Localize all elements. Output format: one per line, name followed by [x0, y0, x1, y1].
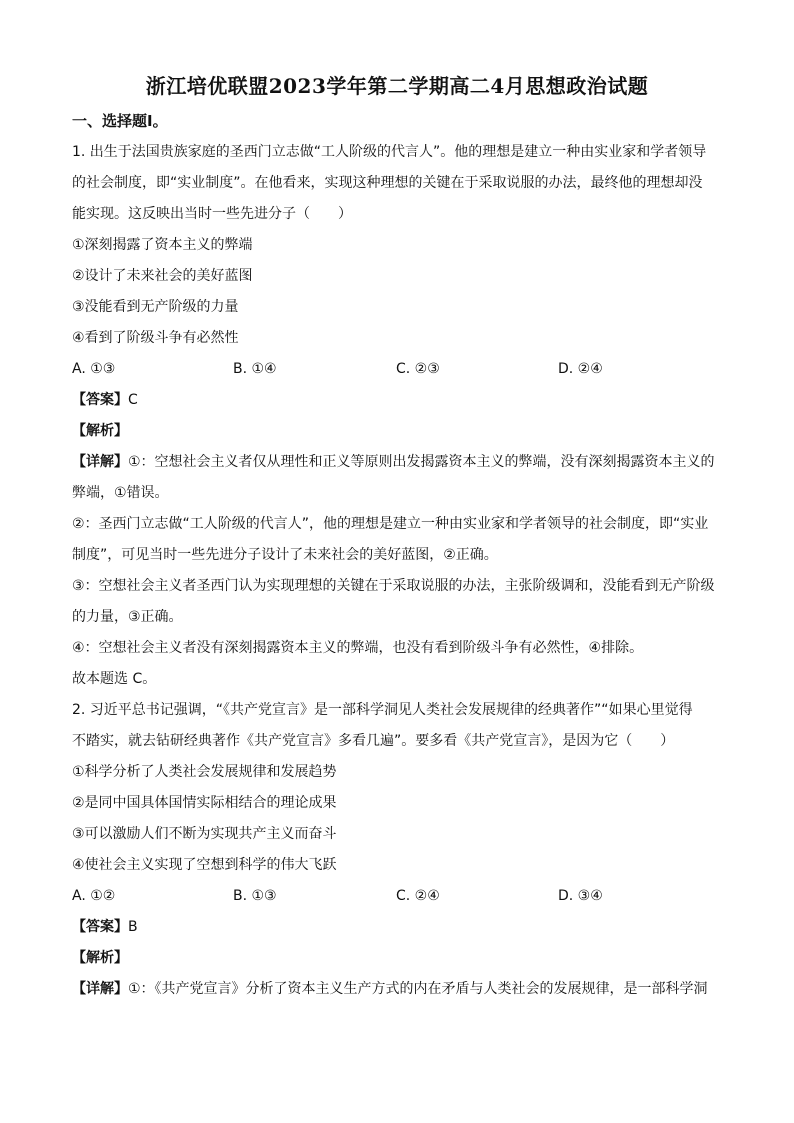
detail-tag: 【详解】	[72, 981, 128, 997]
q1-stem-line: 的社会制度，即“实业制度”。在他看来，实现这种理想的关键在于采取说服的办法，最终他的理想却没	[72, 175, 703, 191]
q2-item: ③可以激励人们不断为实现共产主义而奋斗	[72, 826, 337, 842]
q1-analysis	[72, 421, 128, 441]
answer-value: B	[128, 919, 138, 935]
detail-text: ①：《共产党宣言》分析了资本主义生产方式的内在矛盾与人类社会的发展规律，是一部科学洞	[128, 981, 708, 997]
q1-detail-line: ③：空想社会主义者圣西门认为实现理想的关键在于采取说服的办法，主张阶级调和，没能看到无产阶级	[72, 578, 715, 594]
detail-text: ①：空想社会主义者仅从理性和正义等原则出发揭露资本主义的弊端，没有深刻揭露资本主义的	[128, 454, 715, 470]
q2-answer	[72, 917, 138, 937]
q1-conclusion: 故本题选 C。	[72, 671, 157, 687]
q2-option-a: A. ①②	[72, 888, 116, 904]
q1-option-d: D. ②④	[558, 361, 603, 377]
q2-analysis	[72, 948, 128, 968]
q2-item: ①科学分析了人类社会发展规律和发展趋势	[72, 764, 337, 780]
q1-detail-line: ②：圣西门立志做“工人阶级的代言人”，他的理想是建立一种由实业家和学者领导的社会制度，即“实业	[72, 516, 709, 532]
q1-option-a: A. ①③	[72, 361, 116, 377]
analysis-tag: 【解析】	[72, 950, 128, 966]
q1-detail-line: 的力量，③正确。	[72, 609, 183, 625]
q2-option-c: C. ②④	[396, 888, 440, 904]
q2-stem-line: 不踏实，就去钻研经典著作《共产党宣言》多看几遍”。要多看《共产党宣言》，是因为它（ ）	[72, 733, 675, 749]
q1-options	[72, 359, 732, 379]
q1-detail-line: 弊端，①错误。	[72, 485, 169, 501]
q1-detail-line	[72, 452, 715, 472]
q1-option-c: C. ②③	[396, 361, 440, 377]
q2-item: ④使社会主义实现了空想到科学的伟大飞跃	[72, 857, 337, 873]
q2-option-b: B. ①③	[233, 888, 277, 904]
q1-detail-line: 制度”，可见当时一些先进分子设计了未来社会的美好蓝图，②正确。	[72, 547, 498, 563]
q1-stem-line: 能实现。这反映出当时一些先进分子（ ）	[72, 206, 352, 222]
q1-detail-line: ④：空想社会主义者没有深刻揭露资本主义的弊端，也没有看到阶级斗争有必然性，④排除。	[72, 640, 644, 656]
section-heading: 一、选择题Ⅰ。	[72, 112, 168, 130]
answer-tag: 【答案】	[72, 392, 128, 408]
q1-item: ④看到了阶级斗争有必然性	[72, 330, 239, 346]
q2-option-d: D. ③④	[558, 888, 603, 904]
q1-item: ③没能看到无产阶级的力量	[72, 299, 239, 315]
q1-stem-line: 1. 出生于法国贵族家庭的圣西门立志做“工人阶级的代言人”。他的理想是建立一种由实业家和学者领导	[72, 144, 707, 160]
q1-item: ①深刻揭露了资本主义的弊端	[72, 237, 253, 253]
detail-tag: 【详解】	[72, 454, 128, 470]
q2-item: ②是同中国具体国情实际相结合的理论成果	[72, 795, 337, 811]
q1-answer	[72, 390, 138, 410]
q1-option-b: B. ①④	[233, 361, 277, 377]
q2-stem-line: 2. 习近平总书记强调，“《共产党宣言》是一部科学洞见人类社会发展规律的经典著作”“如果心里觉得	[72, 702, 693, 718]
q2-detail-line	[72, 979, 708, 999]
q2-options	[72, 886, 732, 906]
answer-value: C	[128, 392, 138, 408]
document-title: 浙江培优联盟2023学年第二学期高二4月思想政治试题	[145, 74, 649, 98]
q1-item: ②设计了未来社会的美好蓝图	[72, 268, 253, 284]
answer-tag: 【答案】	[72, 919, 128, 935]
analysis-tag: 【解析】	[72, 423, 128, 439]
